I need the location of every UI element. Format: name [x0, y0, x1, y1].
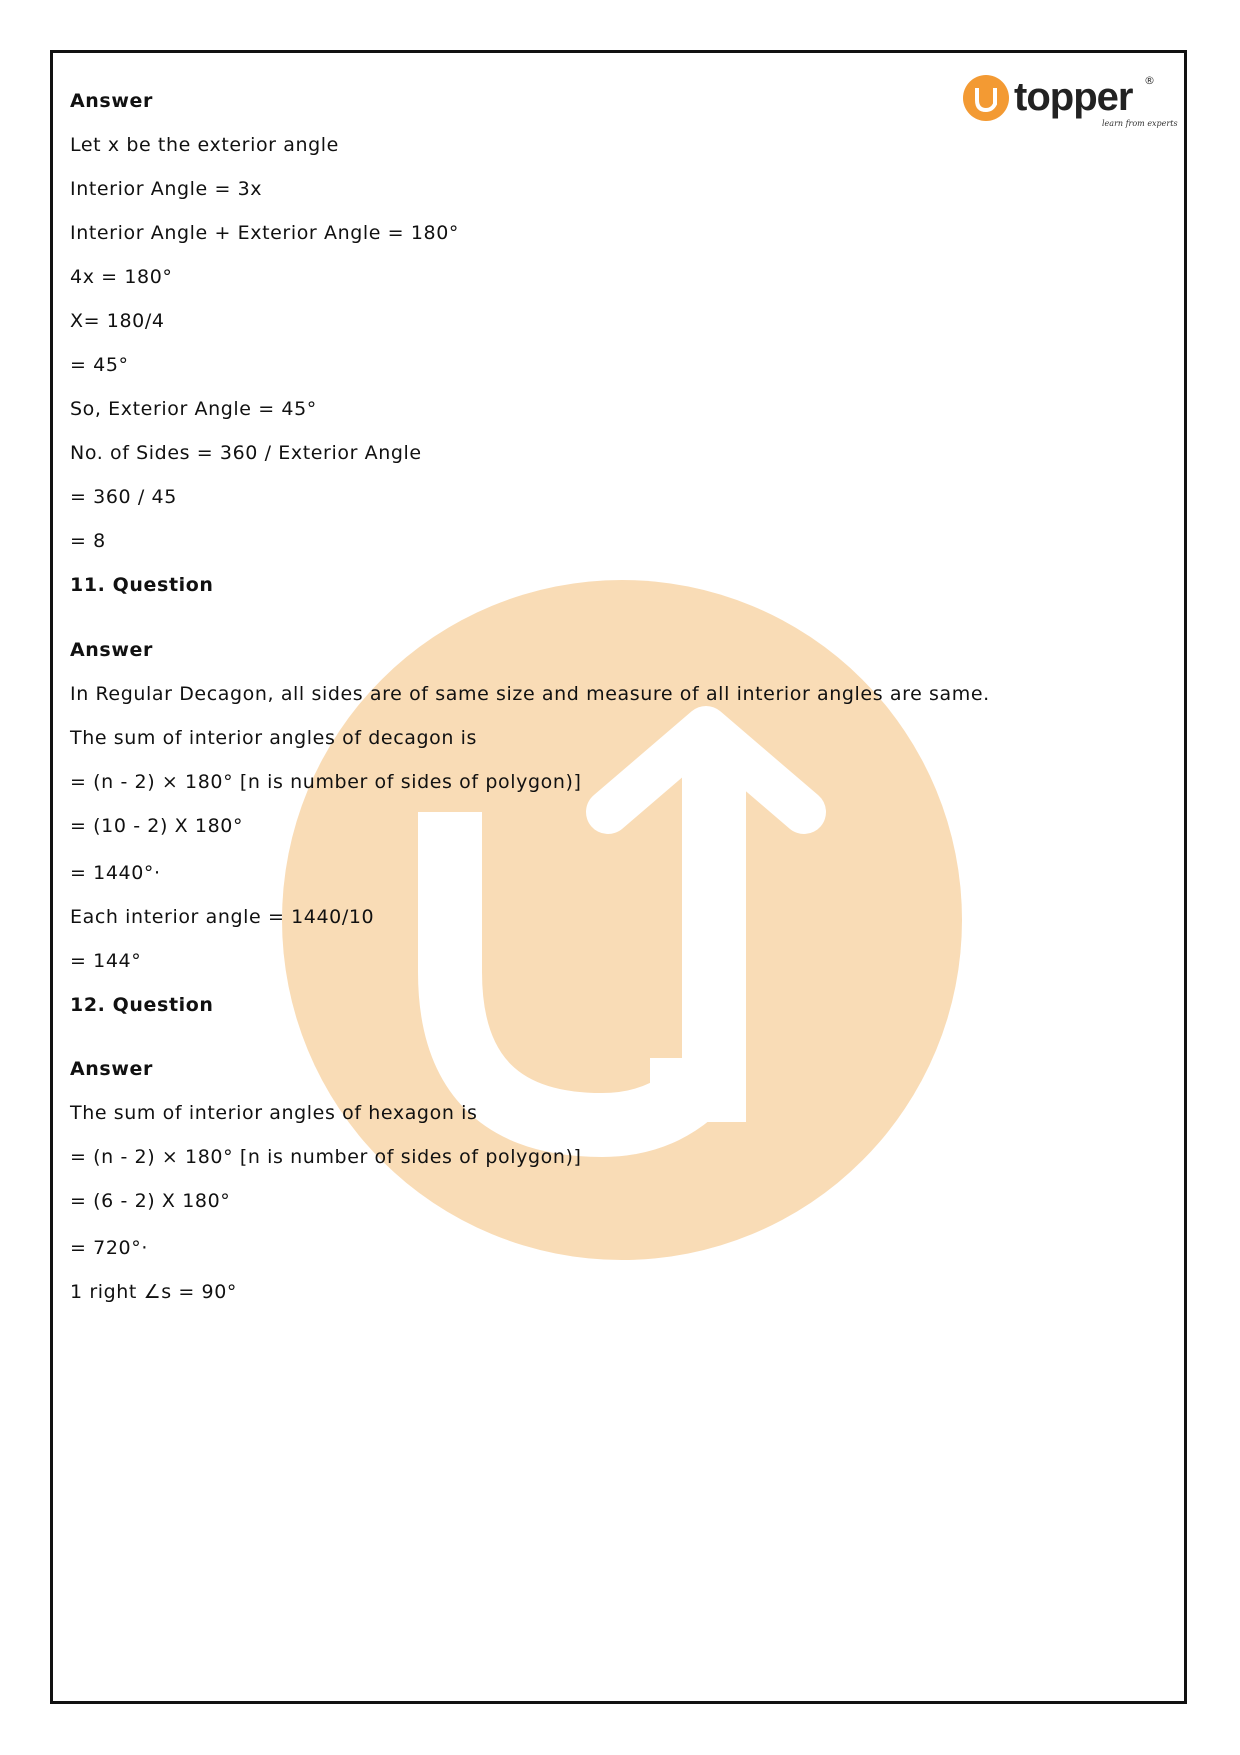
text-line: No. of Sides = 360 / Exterior Angle — [70, 442, 422, 464]
text-line: = (n - 2) × 180° [n is number of sides of polygon)] — [70, 771, 582, 793]
text-line: The sum of interior angles of decagon is — [70, 727, 478, 749]
utopper-logo — [962, 70, 1178, 134]
text-line: = 720°· — [70, 1237, 148, 1259]
text-line: = (10 - 2) X 180° — [70, 815, 244, 837]
answer-heading: Answer — [70, 1058, 153, 1080]
question-11-heading: 11. Question — [70, 574, 214, 596]
text-line: So, Exterior Angle = 45° — [70, 398, 317, 420]
text-line: = (n - 2) × 180° [n is number of sides of polygon)] — [70, 1146, 582, 1168]
text-line: = (6 - 2) X 180° — [70, 1190, 231, 1212]
text-line: = 45° — [70, 354, 129, 376]
text-line: Interior Angle + Exterior Angle = 180° — [70, 222, 460, 244]
logo-tagline: learn from experts — [1102, 119, 1178, 128]
text-line: Interior Angle = 3x — [70, 178, 263, 200]
text-line: X= 180/4 — [70, 310, 165, 332]
answer-heading: Answer — [70, 639, 153, 661]
text-line: = 360 / 45 — [70, 486, 177, 508]
text-line: = 8 — [70, 530, 106, 552]
text-line: = 1440°· — [70, 862, 161, 884]
text-line: 4x = 180° — [70, 266, 173, 288]
logo-registered-mark: ® — [1144, 74, 1155, 87]
question-12-heading: 12. Question — [70, 994, 214, 1016]
text-line: The sum of interior angles of hexagon is — [70, 1102, 478, 1124]
logo-wordmark: topper — [1014, 75, 1133, 119]
text-line: In Regular Decagon, all sides are of same size and measure of all interior angles are same. — [70, 683, 990, 705]
text-line: 1 right ∠s = 90° — [70, 1281, 238, 1303]
text-line: Each interior angle = 1440/10 — [70, 906, 375, 928]
answer-heading: Answer — [70, 90, 153, 112]
text-line: Let x be the exterior angle — [70, 134, 339, 156]
text-line: = 144° — [70, 950, 142, 972]
